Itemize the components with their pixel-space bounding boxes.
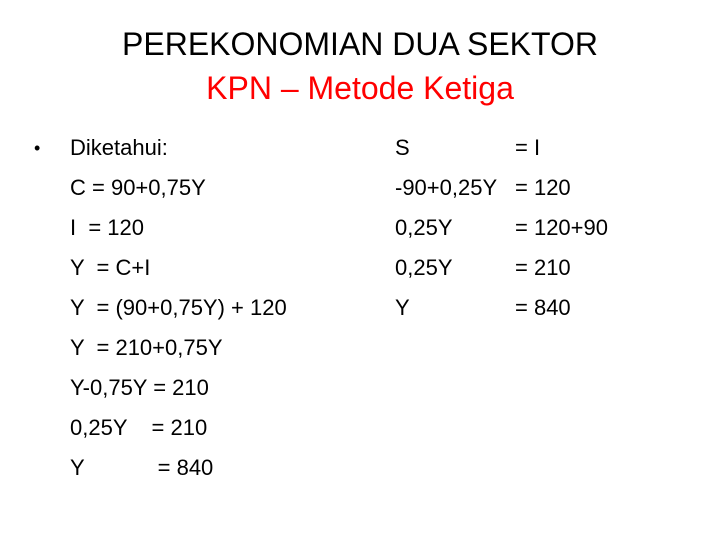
equation-row (395, 168, 695, 208)
equation-line: Y = (90+0,75Y) + 120 (70, 295, 287, 320)
equation-rhs: = 210 (515, 255, 571, 280)
savings-investment-equations (395, 128, 695, 328)
bullet-icon: • (34, 138, 41, 158)
equation-line: Y = 840 (70, 455, 214, 480)
equation-lhs: -90+0,25Y (395, 175, 498, 200)
equation-rhs: = 120+90 (515, 215, 608, 240)
equation-row (395, 288, 695, 328)
equation-line: 0,25Y = 210 (70, 415, 208, 440)
equation-row (395, 248, 695, 288)
list-item (34, 368, 364, 408)
equation-line: Y = 210+0,75Y (70, 335, 223, 360)
equation-line: Y = C+I (70, 255, 151, 280)
equation-row (395, 208, 695, 248)
list-item (34, 248, 364, 288)
list-item (34, 408, 364, 448)
title-subtitle: KPN – Metode Ketiga (206, 70, 514, 106)
equation-lhs: S (395, 135, 410, 160)
list-item (34, 168, 364, 208)
given-label: Diketahui: (70, 135, 168, 160)
equation-row (395, 128, 695, 168)
equation-line: I = 120 (70, 215, 145, 240)
equation-line: C = 90+0,75Y (70, 175, 206, 200)
equation-rhs: = 120 (515, 175, 571, 200)
equation-lhs: 0,25Y (395, 215, 453, 240)
equation-rhs: = 840 (515, 295, 571, 320)
equation-lhs: Y (395, 295, 410, 320)
list-item (34, 208, 364, 248)
slide-title (0, 22, 720, 110)
list-item (34, 288, 364, 328)
title-main: PEREKONOMIAN DUA SEKTOR (122, 26, 598, 62)
list-item (34, 448, 364, 488)
list-item (34, 328, 364, 368)
equation-rhs: = I (515, 135, 541, 160)
equation-line: Y-0,75Y = 210 (70, 375, 209, 400)
list-item (34, 128, 364, 168)
given-equations (34, 128, 364, 488)
equation-lhs: 0,25Y (395, 255, 453, 280)
